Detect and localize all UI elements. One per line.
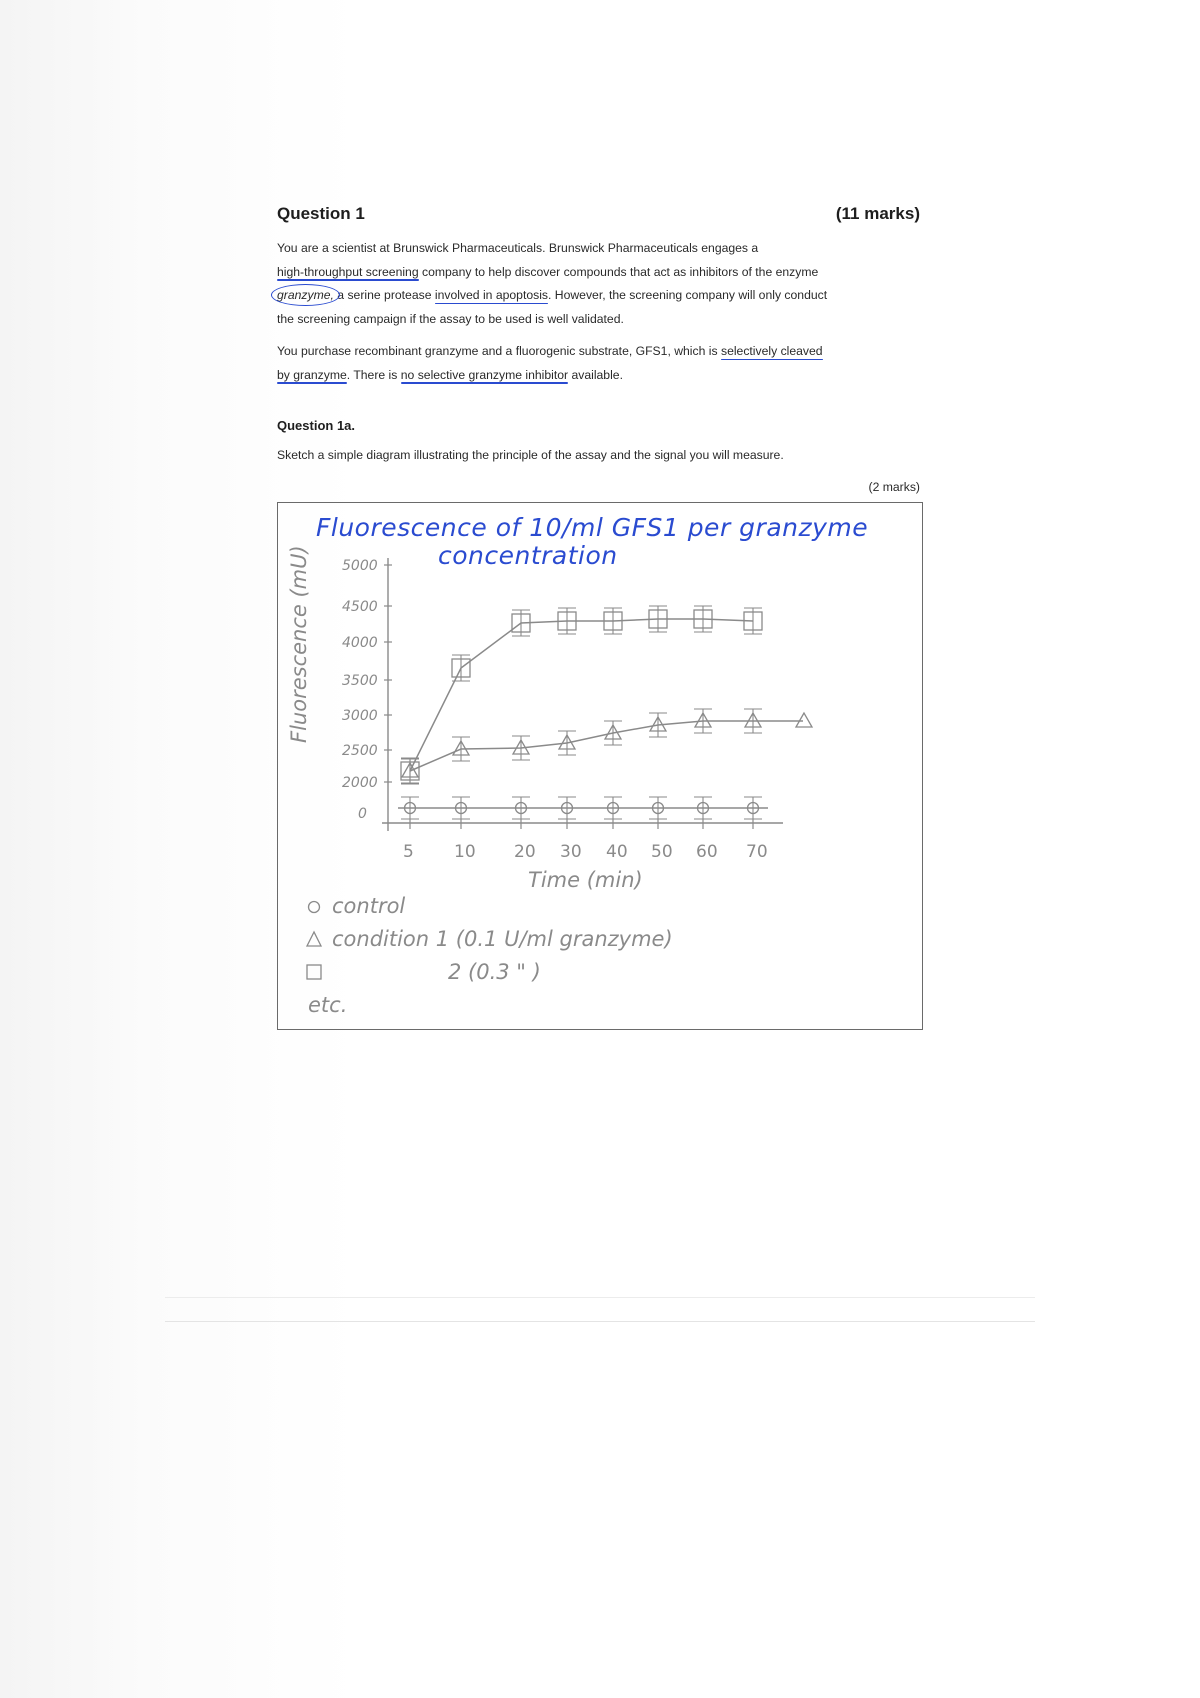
annotation-underline-high-throughput: high-throughput screening	[277, 264, 419, 279]
annotation-underline-apoptosis: involved in apoptosis	[434, 288, 549, 302]
substrate-line-2: by granzyme. There is no selective granzyme inhibitor available.	[277, 367, 623, 382]
subquestion-marks: (2 marks)	[868, 480, 920, 494]
scan-artifact-line	[165, 1321, 1035, 1322]
x-tick-label: 10	[454, 842, 476, 862]
annotation-underline-no-inhibitor: no selective granzyme inhibitor	[400, 367, 569, 382]
x-tick-label: 30	[560, 842, 582, 862]
x-tick-label: 20	[514, 842, 536, 862]
annotation-underline-selectively-cleaved: selectively cleaved	[720, 344, 823, 358]
annotation-circled-granzyme: granzyme,	[277, 288, 334, 302]
y-tick-label: 4000	[342, 635, 378, 651]
y-tick-label: 3500	[342, 673, 378, 689]
y-tick-label: 0	[358, 806, 367, 822]
x-tick-label: 50	[651, 842, 673, 862]
scan-artifact-line	[165, 1297, 1035, 1298]
question-marks: (11 marks)	[835, 204, 920, 223]
intro-line-4: the screening campaign if the assay to be used is well validated.	[277, 311, 624, 326]
y-tick-label: 2000	[342, 775, 378, 791]
subquestion-prompt: Sketch a simple diagram illustrating the principle of the assay and the signal you will measure.	[277, 448, 784, 462]
legend-condition-2-symbol	[307, 965, 321, 979]
legend-entry-label: 2 (0.3 " )	[448, 960, 541, 984]
legend-entry-label: control	[332, 894, 406, 918]
y-axis-label: Fluorescence (mU)	[287, 545, 311, 743]
sketch-title-line-1: Fluorescence of 10/ml GFS1 per granzyme	[316, 513, 869, 542]
legend-entry-label: condition 1 (0.1 U/ml granzyme)	[332, 927, 673, 951]
intro-line-2: high-throughput screening company to help discover compounds that act as inhibitors of the enzyme	[277, 264, 819, 279]
y-tick-label: 2500	[342, 743, 378, 759]
x-tick-label: 60	[696, 842, 718, 862]
answer-box	[277, 502, 923, 1030]
y-tick-label: 3000	[342, 708, 378, 724]
y-tick-label: 5000	[342, 558, 378, 574]
subquestion-title: Question 1a.	[277, 418, 356, 433]
condition-1-curve	[410, 721, 803, 771]
condition-1-marker	[796, 713, 812, 727]
hand-drawn-sketch	[278, 503, 922, 1029]
x-tick-label: 5	[403, 842, 414, 862]
intro-paragraph	[277, 237, 925, 331]
intro-line-1: You are a scientist at Brunswick Pharmaceuticals. Brunswick Pharmaceuticals engages a	[277, 241, 759, 255]
intro-line-3: granzyme, a serine protease involved in apoptosis. However, the screening company will only conduct	[277, 288, 828, 302]
x-tick-label: 70	[746, 842, 768, 862]
y-tick-label: 4500	[342, 599, 378, 615]
legend-entry-label: etc.	[308, 993, 348, 1017]
substrate-line-1: You purchase recombinant granzyme and a fluorogenic substrate, GFS1, which is selectively cleaved	[277, 344, 823, 358]
legend-condition-1-symbol	[307, 932, 321, 946]
question-title: Question 1	[277, 204, 365, 223]
substrate-paragraph	[277, 340, 925, 387]
annotation-underline-by-granzyme: by granzyme	[277, 367, 347, 382]
x-axis-label: Time (min)	[528, 868, 643, 892]
sketch-title-line-2: concentration	[438, 541, 618, 570]
legend-control-symbol	[309, 902, 320, 913]
x-tick-label: 40	[606, 842, 628, 862]
